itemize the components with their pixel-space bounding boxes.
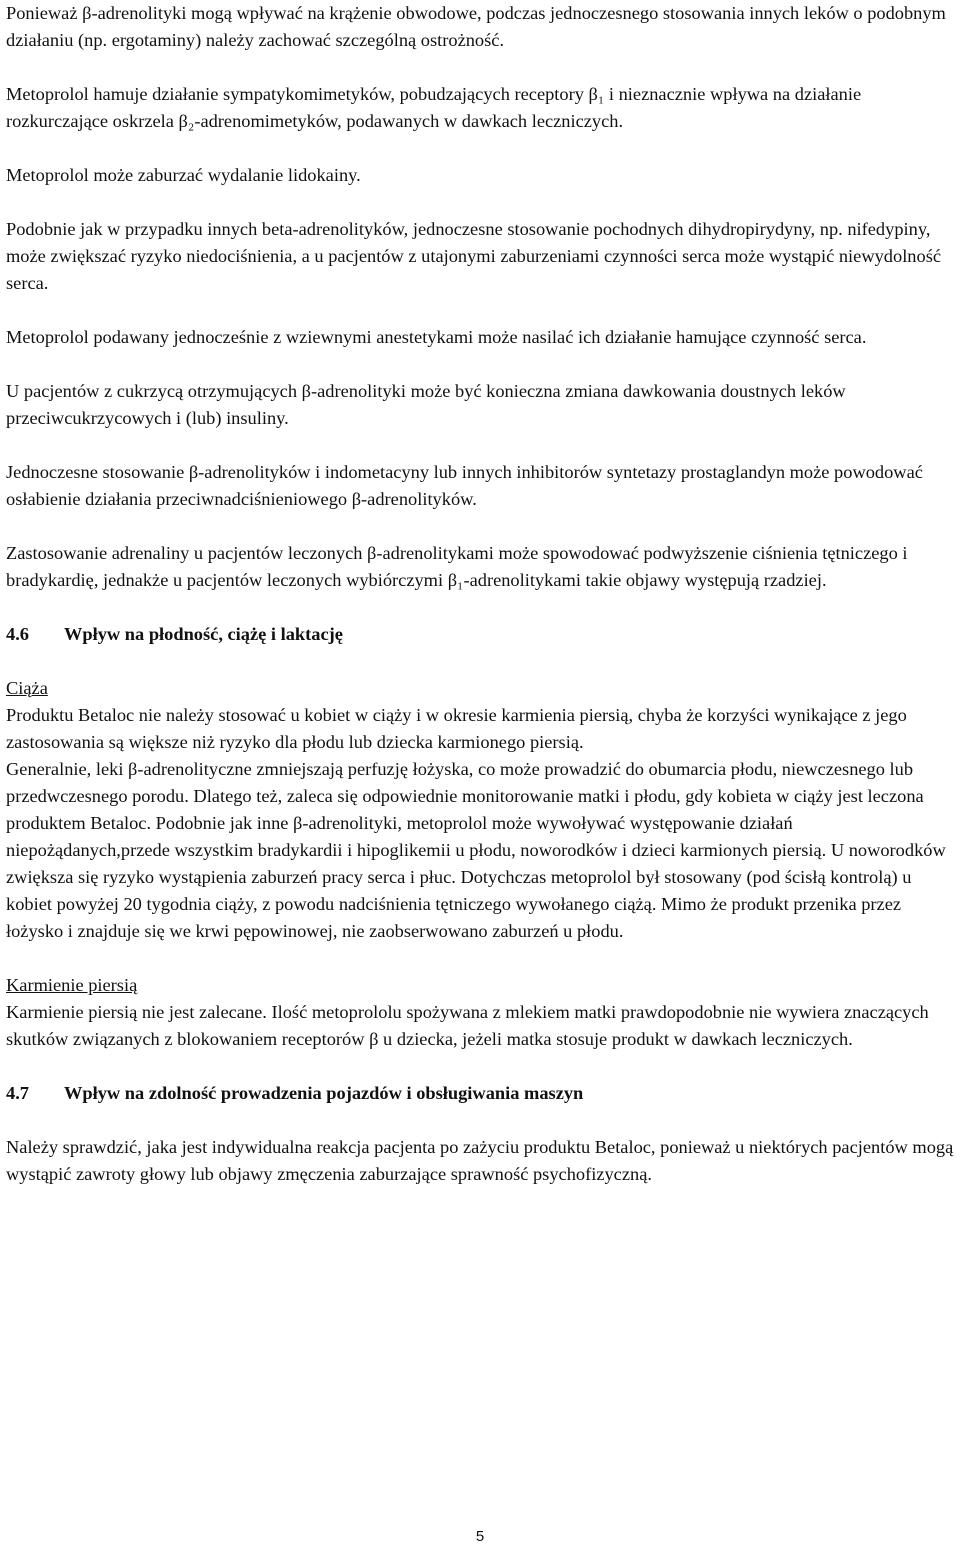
document-page [6, 0, 956, 1188]
page-number: 5 [475, 1528, 485, 1545]
paragraph-driving: Należy sprawdzić, jaka jest indywidualna reakcja pacjenta po zażyciu produktu Betaloc, ponieważ u niektórych pacjentów mogą wystąpić zawroty głowy lub objawy zmęczenia zaburzające sprawność psychofizyczną. [6, 1137, 954, 1184]
section-heading-4-6 [6, 621, 956, 648]
paragraph-dihydropyridine: Podobnie jak w przypadku innych beta-adrenolityków, jednoczesne stosowanie pochodnych dihydropirydyny, np. nifedypiny, może zwiększać ryzyko niedociśnienia, a u pacjentów z utajonymi zaburzeniami czynności serca może wystąpić niewydolność serca. [6, 219, 942, 293]
paragraph-indomethacin: Jednoczesne stosowanie β-adrenolityków i indometacyny lub innych inhibitorów syntetazy prostaglandyn może powodować osłabienie działania przeciwnadciśnieniowego β-adrenolityków. [6, 462, 923, 509]
paragraph-anesthetics: Metoprolol podawany jednocześnie z wziewnymi anestetykami może nasilać ich działanie hamujące czynność serca. [6, 327, 867, 347]
paragraph-breastfeeding: Karmienie piersią nie jest zalecane. Ilość metoprololu spożywana z mlekiem matki prawdopodobnie nie wywiera znaczących skutków związanych z blokowaniem receptorów β u dziecka, jeżeli matka stosuje produkt w dawkach leczniczych. [6, 1002, 929, 1049]
section-number: 4.6 [6, 624, 29, 644]
section-title: Wpływ na płodność, ciążę i laktację [64, 624, 343, 644]
paragraph-adrenaline: Zastosowanie adrenaliny u pacjentów leczonych β-adrenolitykami może spowodować podwyższenie ciśnienia tętniczego i bradykardię, jednakże u pacjentów leczonych wybiórczymi β₁-adrenolitykami takie objawy występują rzadziej. [6, 543, 908, 590]
section-title: Wpływ na zdolność prowadzenia pojazdów i obsługiwania maszyn [64, 1083, 584, 1103]
paragraph-diabetes: U pacjentów z cukrzycą otrzymujących β-adrenolityki może być konieczna zmiana dawkowania doustnych leków przeciwcukrzycowych i (lub) insuliny. [6, 381, 846, 428]
section-heading-4-7 [6, 1080, 956, 1107]
section-number: 4.7 [6, 1083, 29, 1103]
paragraph-pregnancy-2: Generalnie, leki β-adrenolityczne zmniejszają perfuzję łożyska, co może prowadzić do obumarcia płodu, niewczesnego lub przedwczesnego porodu. Dlatego też, zaleca się odpowiednie monitorowanie matki i płodu, gdy kobieta w ciąży jest leczona produktem Betaloc. Podobnie jak inne β-adrenolityki, metoprolol może wywoływać występowanie działań niepożądanych,przede wszystkim bradykardii i hipoglikemii u płodu, noworodków i dzieci karmionych piersią. U noworodków zwiększa się ryzyko wystąpienia zaburzeń pracy serca i płuc. Dotychczas metoprolol był stosowany (pod ścisłą kontrolą) u kobiet powyżej 20 tygodnia ciąży, z powodu nadciśnienia tętniczego wywołanego ciążą. Mimo że produkt przenika przez łożysko i znajduje się we krwi pępowinowej, nie zaobserwowano zaburzeń u płodu. [6, 759, 946, 941]
paragraph-peripheral-circulation: Ponieważ β-adrenolityki mogą wpływać na krążenie obwodowe, podczas jednoczesnego stosowania innych leków o podobnym działaniu (np. ergotaminy) należy zachować szczególną ostrożność. [6, 3, 946, 50]
paragraph-sympathomimetics: Metoprolol hamuje działanie sympatykomimetyków, pobudzających receptory β₁ i nieznacznie wpływa na działanie rozkurczające oskrzela β₂-adrenomimetyków, podawanych w dawkach leczniczych. [6, 84, 862, 131]
paragraph-pregnancy-1: Produktu Betaloc nie należy stosować u kobiet w ciąży i w okresie karmienia piersią, chyba że korzyści wynikające z jego zastosowania są większe niż ryzyko dla płodu lub dziecka karmionego piersią. [6, 705, 907, 752]
subheading-pregnancy: Ciąża [6, 678, 48, 698]
paragraph-lidocaine: Metoprolol może zaburzać wydalanie lidokainy. [6, 165, 361, 185]
subheading-breastfeeding: Karmienie piersią [6, 975, 138, 995]
